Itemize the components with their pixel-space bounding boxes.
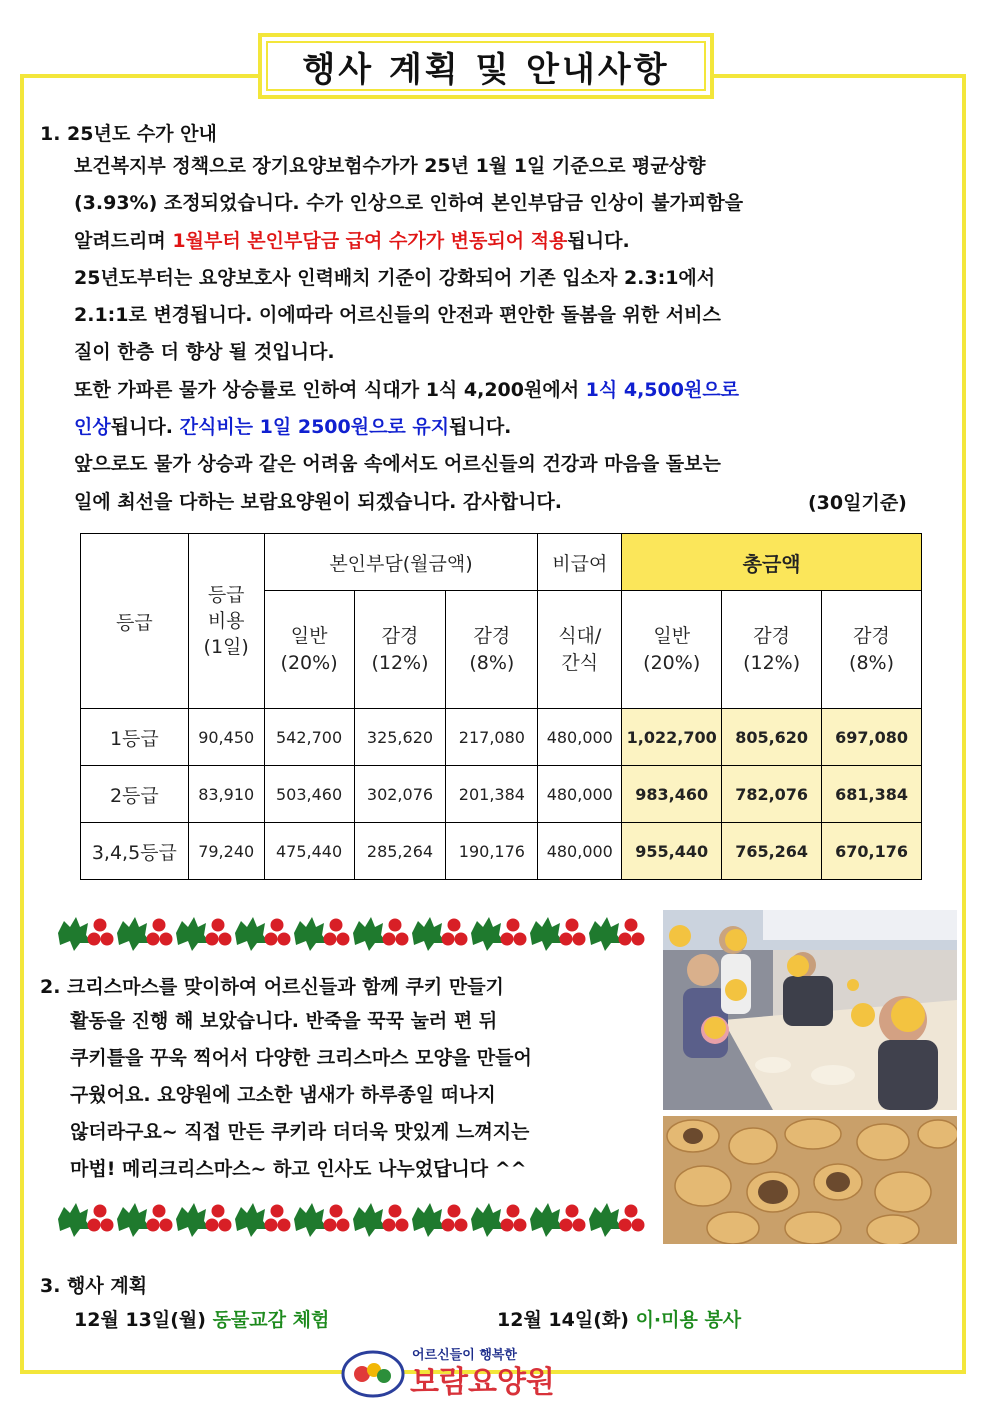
title-box [258, 33, 714, 99]
section2-body [70, 1003, 650, 1188]
basis-note: (30일기준) [808, 492, 907, 514]
fee-table [80, 533, 922, 880]
fee-rows [81, 709, 922, 880]
table-cell-grade: 1등급 [81, 709, 189, 766]
photo-baked-cookies [663, 1116, 957, 1244]
sub-header-cell: 식대/ 간식 [538, 591, 622, 709]
section2-heading: 2. 크리스마스를 맞이하여 어르신들과 함께 쿠키 만들기 [40, 976, 504, 998]
event-1-date: 12월 13일(월) [74, 1309, 206, 1331]
table-cell-t20: 983,460 [622, 766, 722, 823]
table-cell-cost: 83,910 [188, 766, 264, 823]
section1-line: 25년도부터는 요양보호사 인력배치 기준이 강화되어 기존 입소자 2.3:1에서 [74, 266, 716, 289]
table-cell-s8: 201,384 [446, 766, 538, 823]
section2-line: 활동을 진행 해 보았습니다. 반죽을 꾹꾹 눌러 편 뒤 [70, 1010, 498, 1032]
section1-line: 인상됩니다. 간식비는 1일 2500원으로 유지됩니다. [74, 416, 512, 439]
table-cell-s20: 503,460 [264, 766, 354, 823]
table-cell-s12: 302,076 [354, 766, 446, 823]
table-cell-t20: 955,440 [622, 823, 722, 880]
header-non-pay: 비급여 [538, 534, 622, 591]
section2-line: 않더라구요~ 직접 만든 쿠키라 더더욱 맛있게 느껴지는 [70, 1121, 530, 1143]
table-cell-cost: 90,450 [188, 709, 264, 766]
table-cell-s12: 325,620 [354, 709, 446, 766]
table-cell-s12: 285,264 [354, 823, 446, 880]
header-cost: 등급 비용 (1일) [188, 534, 264, 709]
holly-border-top [56, 913, 648, 953]
table-cell-t8: 681,384 [822, 766, 922, 823]
holly-border-bottom [56, 1199, 648, 1239]
sub-header-cell: 감경 (12%) [722, 591, 822, 709]
table-cell-grade: 3,4,5등급 [81, 823, 189, 880]
table-cell-t12: 782,076 [722, 766, 822, 823]
sub-header-cell: 감경 (8%) [822, 591, 922, 709]
table-cell-t20: 1,022,700 [622, 709, 722, 766]
sub-header-cell: 감경 (8%) [446, 591, 538, 709]
section2-line: 마법! 메리크리스마스~ 하고 인사도 나누었답니다 ^^ [70, 1158, 527, 1180]
logo-name: 보람요양원 [410, 1365, 555, 1400]
section1-line: (3.93%) 조정되었습니다. 수가 인상으로 인하여 본인부담금 인상이 불가피함을 [74, 192, 744, 215]
table-row [81, 709, 922, 766]
sub-header-cell: 일반 (20%) [622, 591, 722, 709]
table-cell-s8: 217,080 [446, 709, 538, 766]
section1-line: 일에 최선을 다하는 보람요양원이 되겠습니다. 감사합니다. [74, 490, 563, 513]
header-self-pay: 본인부담(월금액) [264, 534, 538, 591]
table-cell-t12: 765,264 [722, 823, 822, 880]
event-2 [497, 1305, 741, 1332]
section1-heading: 1. 25년도 수가 안내 [40, 123, 217, 145]
section2-line: 구웠어요. 요양원에 고소한 냄새가 하루종일 떠나지 [70, 1084, 496, 1106]
sub-header-cell: 감경 (12%) [354, 591, 446, 709]
table-cell-meal: 480,000 [538, 766, 622, 823]
sub-header-cell: 일반 (20%) [264, 591, 354, 709]
table-cell-t12: 805,620 [722, 709, 822, 766]
photo-cookie-activity [663, 910, 957, 1110]
section1-body [74, 148, 934, 521]
table-cell-meal: 480,000 [538, 709, 622, 766]
section1-line: 2.1:1로 변경됩니다. 이에따라 어르신들의 안전과 편안한 돌봄을 위한 서비스 [74, 304, 721, 327]
table-cell-s20: 475,440 [264, 823, 354, 880]
table-cell-meal: 480,000 [538, 823, 622, 880]
event-1-name: 동물교감 체험 [212, 1309, 330, 1331]
header-grade: 등급 [81, 534, 189, 709]
table-cell-s20: 542,700 [264, 709, 354, 766]
table-cell-cost: 79,240 [188, 823, 264, 880]
table-row [81, 823, 922, 880]
section2-line: 쿠키틀을 꾸욱 찍어서 다양한 크리스마스 모양을 만들어 [70, 1047, 532, 1069]
event-1 [74, 1305, 329, 1332]
event-2-name: 이·미용 봉사 [635, 1309, 742, 1331]
page-title: 행사 계획 및 안내사항 [302, 49, 670, 90]
section1-line: 질이 한층 더 향상 될 것입니다. [74, 341, 335, 364]
section3-heading: 3. 행사 계획 [40, 1275, 148, 1297]
table-cell-s8: 190,176 [446, 823, 538, 880]
section1-line: 앞으로도 물가 상승과 같은 어려움 속에서도 어르신들의 건강과 마음을 돌보는 [74, 453, 721, 476]
table-cell-grade: 2등급 [81, 766, 189, 823]
table-cell-t8: 697,080 [822, 709, 922, 766]
logo [340, 1344, 610, 1400]
event-2-date: 12월 14일(화) [497, 1309, 629, 1331]
table-cell-t8: 670,176 [822, 823, 922, 880]
table-row [81, 766, 922, 823]
section1-line: 또한 가파른 물가 상승률로 인하여 식대가 1식 4,200원에서 1식 4,500원으로 [74, 378, 740, 401]
logo-tagline: 어르신들이 행복한 [412, 1348, 517, 1363]
header-total: 총금액 [622, 534, 922, 591]
section1-line: 보건복지부 정책으로 장기요양보험수가가 25년 1월 1일 기준으로 평균상향 [74, 155, 706, 177]
section1-line: 알려드리며 1월부터 본인부담금 급여 수가가 변동되어 적용됩니다. [74, 229, 630, 252]
